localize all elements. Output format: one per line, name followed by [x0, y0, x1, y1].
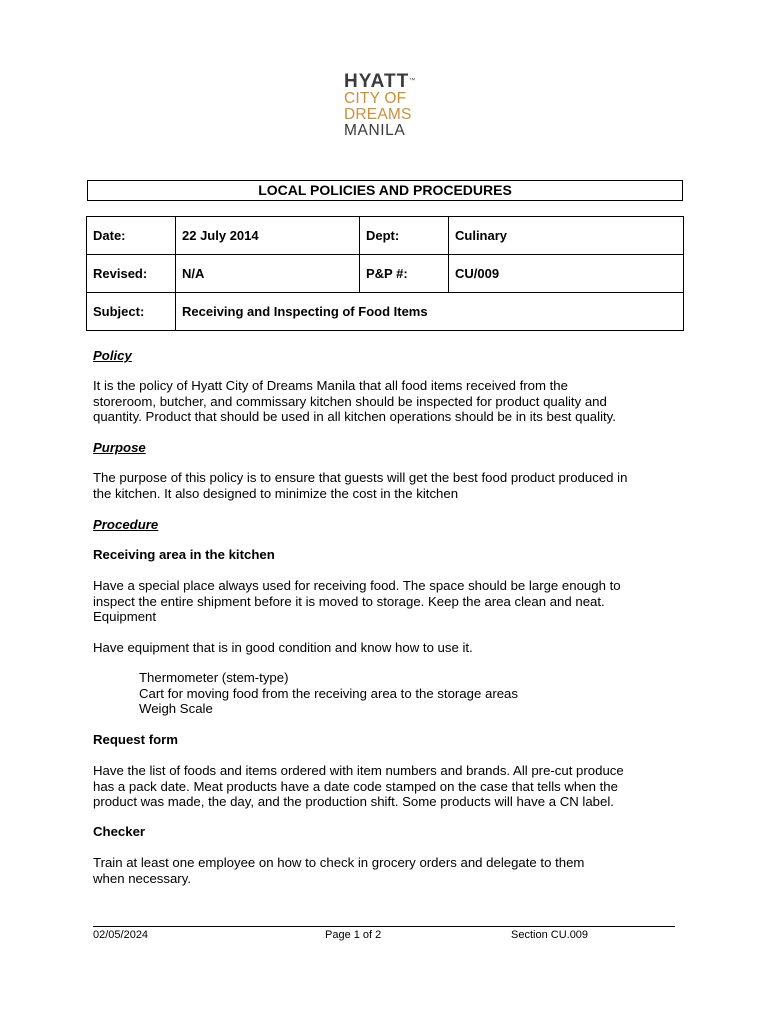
equipment-item: Cart for moving food from the receiving area to the storage areas: [139, 685, 518, 701]
logo-tm: ™: [409, 78, 417, 84]
purpose-paragraph: [93, 470, 693, 501]
request-heading: Request form: [93, 732, 178, 747]
policy-heading: Policy: [93, 348, 132, 363]
date-label: Date:: [87, 217, 176, 255]
equipment-item: Thermometer (stem-type): [139, 670, 289, 685]
policy-line: quantity. Product that should be used in all kitchen operations should be in its best quality.: [93, 409, 616, 424]
footer-divider: [93, 926, 675, 927]
subject-value: Receiving and Inspecting of Food Items: [176, 293, 684, 331]
dept-value: Culinary: [449, 217, 684, 255]
request-paragraph: [93, 763, 693, 810]
receiving-line: Have a special place always used for receiving food. The space should be large enough to: [93, 578, 621, 593]
footer-page-number: Page 1 of 2: [325, 929, 382, 941]
checker-line: Train at least one employee on how to check in grocery orders and delegate to them: [93, 855, 585, 870]
equipment-intro: Have equipment that is in good condition and know how to use it.: [93, 640, 473, 655]
checker-paragraph: [93, 855, 693, 886]
revised-value: N/A: [176, 255, 360, 293]
logo-manila: MANILA: [344, 122, 406, 139]
purpose-heading: Purpose: [93, 440, 146, 455]
policy-line: storeroom, butcher, and commissary kitchen should be inspected for product quality and: [93, 393, 607, 409]
request-line: product was made, the day, and the production shift. Some products will have a CN label.: [93, 794, 614, 809]
equipment-item: Weigh Scale: [139, 701, 213, 716]
receiving-line: Equipment: [93, 609, 157, 624]
subject-label: Subject:: [87, 293, 176, 331]
policy-paragraph: [93, 378, 693, 425]
dept-label: Dept:: [360, 217, 449, 255]
purpose-line: the kitchen. It also designed to minimize the cost in the kitchen: [93, 485, 459, 501]
policy-line: It is the policy of Hyatt City of Dreams Manila that all food items received from the: [93, 378, 568, 393]
request-line: Have the list of foods and items ordered with item numbers and brands. All pre-cut produce: [93, 763, 624, 778]
receiving-heading: Receiving area in the kitchen: [93, 547, 275, 562]
info-table: [86, 216, 684, 331]
logo-dreams: DREAMS: [344, 106, 412, 123]
checker-line: when necessary.: [93, 870, 191, 886]
receiving-line: inspect the entire shipment before it is moved to storage. Keep the area clean and neat.: [93, 593, 605, 609]
procedure-heading: Procedure: [93, 517, 159, 532]
logo-city-of: CITY OF: [344, 90, 407, 107]
date-value: 22 July 2014: [176, 217, 360, 255]
pp-label: P&P #:: [360, 255, 449, 293]
document-title: LOCAL POLICIES AND PROCEDURES: [87, 180, 683, 201]
pp-value: CU/009: [449, 255, 684, 293]
checker-heading: Checker: [93, 824, 146, 839]
equipment-list: [139, 670, 739, 717]
receiving-paragraph: [93, 578, 693, 625]
footer-section: Section CU.009: [511, 929, 589, 941]
logo-hyatt: HYATT: [344, 71, 410, 92]
hyatt-logo: [344, 72, 428, 139]
footer-date: 02/05/2024: [93, 929, 149, 941]
purpose-line: The purpose of this policy is to ensure that guests will get the best food product produced in: [93, 470, 628, 485]
revised-label: Revised:: [87, 255, 176, 293]
request-line: has a pack date. Meat products have a date code stamped on the case that tells when the: [93, 778, 618, 794]
